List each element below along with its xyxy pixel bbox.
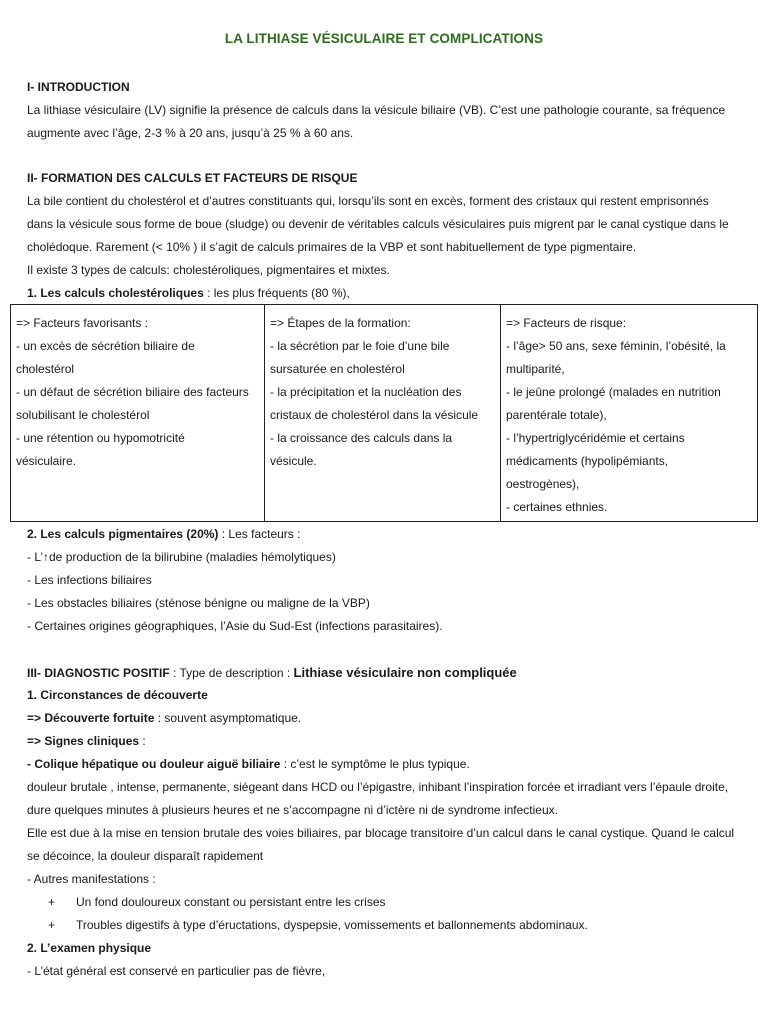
list-item-text: Un fond douloureux constant ou persistant entre les crises bbox=[76, 895, 386, 909]
cell-line: - un excès de sécrétion biliaire de bbox=[16, 339, 195, 353]
cell-line: vésicule. bbox=[270, 454, 317, 468]
document-title: LA LITHIASE VÉSICULAIRE ET COMPLICATIONS bbox=[224, 31, 544, 46]
cell-line: - l’hypertriglycéridémie et certains bbox=[506, 431, 685, 445]
diagnostic-heading bbox=[27, 661, 744, 684]
cholesterol-desc: : les plus fréquents (80 %), bbox=[203, 286, 350, 300]
autres-manifestations: - Autres manifestations : bbox=[27, 872, 156, 886]
fortuite-line bbox=[27, 707, 744, 730]
list-item-text: Troubles digestifs à type d’éructations, dyspepsie, vomissements et ballonnements abdominaux. bbox=[76, 918, 588, 932]
signes-desc: : bbox=[139, 734, 146, 748]
pigmentaires-desc: : Les facteurs : bbox=[218, 527, 301, 541]
list-item: - Certaines origines géographiques, l’Asie du Sud-Est (infections parasitaires). bbox=[27, 619, 443, 633]
arrow-marker: => bbox=[27, 711, 45, 725]
cell-line: => Étapes de la formation: bbox=[270, 316, 411, 330]
formation-line: dans la vésicule sous forme de boue (sludge) ou devenir de véritables calculs vésiculaires puis migrent par le canal cystique dans le bbox=[27, 217, 729, 231]
cell-line: - certaines ethnies. bbox=[506, 500, 608, 514]
diagnostic-type-label: : Type de description : bbox=[169, 666, 294, 680]
intro-heading: I- INTRODUCTION bbox=[27, 80, 130, 94]
intro-line: La lithiase vésiculaire (LV) signifie la présence de calculs dans la vésicule biliaire (VB). C’est une pathologie courante, sa fréquence bbox=[27, 103, 726, 117]
cholesterol-factors-table bbox=[10, 304, 758, 522]
douleur-line: Elle est due à la mise en tension brutale des voies biliaires, par blocage transitoire d’un calcul dans le canal cystique. Quand le calcul bbox=[27, 826, 735, 840]
pigmentaires-title: 2. Les calculs pigmentaires (20%) bbox=[27, 527, 219, 541]
douleur-line: se décoince, la douleur disparaît rapidement bbox=[27, 849, 264, 863]
cell-line: solubilisant le cholestérol bbox=[16, 408, 150, 422]
examen-subheading: 2. L’examen physique bbox=[27, 941, 152, 955]
cell-line: - la croissance des calculs dans la bbox=[270, 431, 453, 445]
examen-line: - L’état général est conservé en particulier pas de fièvre, bbox=[27, 964, 326, 978]
list-item: - Les obstacles biliaires (sténose bénigne ou maligne de la VBP) bbox=[27, 596, 370, 610]
diagnostic-title: III- DIAGNOSTIC POSITIF bbox=[27, 666, 170, 680]
circonstances-subheading: 1. Circonstances de découverte bbox=[27, 688, 208, 702]
intro-line: augmente avec l’âge, 2-3 % à 20 ans, jusqu’à 25 % à 60 ans. bbox=[27, 126, 354, 140]
cell-line: multiparité, bbox=[506, 362, 565, 376]
cell-line: - une rétention ou hypomotricité bbox=[16, 431, 185, 445]
cell-line: vésiculaire. bbox=[16, 454, 77, 468]
cell-line: oestrogènes), bbox=[506, 477, 580, 491]
list-item bbox=[48, 891, 744, 914]
cholesterol-title: 1. Les calculs cholestéroliques bbox=[27, 286, 204, 300]
plus-bullet: + bbox=[48, 895, 56, 909]
cell-line: - un défaut de sécrétion biliaire des facteurs bbox=[16, 385, 249, 399]
signes-label: Signes cliniques bbox=[44, 734, 140, 748]
diagnostic-type: Lithiase vésiculaire non compliquée bbox=[293, 665, 517, 680]
fortuite-desc: : souvent asymptomatique. bbox=[154, 711, 302, 725]
etapes-cell bbox=[265, 305, 501, 522]
cell-line: - la sécrétion par le foie d’une bile bbox=[270, 339, 450, 353]
cell-line: médicaments (hypolipémiants, bbox=[506, 454, 669, 468]
pigmentaires-subheading bbox=[27, 523, 744, 546]
formation-line: La bile contient du cholestérol et d’autres constituants qui, lorsqu’ils sont en excès, forment des cristaux qui restent emprisonnés bbox=[27, 194, 709, 208]
favorisants-cell bbox=[11, 305, 265, 522]
plus-bullet: + bbox=[48, 918, 56, 932]
cell-line: sursaturée en cholestérol bbox=[270, 362, 405, 376]
colique-label: Colique hépatique ou douleur aiguë biliaire bbox=[34, 757, 281, 771]
list-item bbox=[48, 914, 744, 937]
douleur-line: douleur brutale , intense, permanente, siégeant dans HCD ou l’épigastre, inhibant l’inspiration forcée et irradiant vers l’épaule droite, bbox=[27, 780, 729, 794]
table-row bbox=[11, 305, 758, 522]
cell-line: - le jeûne prolongé (malades en nutrition bbox=[506, 385, 721, 399]
cell-line: - la précipitation et la nucléation des bbox=[270, 385, 462, 399]
formation-heading: II- FORMATION DES CALCULS ET FACTEURS DE RISQUE bbox=[27, 171, 358, 185]
cell-line: cristaux de cholestérol dans la vésicule bbox=[270, 408, 479, 422]
cell-line: parentérale totale), bbox=[506, 408, 607, 422]
colique-line bbox=[27, 753, 744, 776]
douleur-line: dure quelques minutes à plusieurs heures et ne s’accompagne ni d’ictère ni de syndrome infectieux. bbox=[27, 803, 558, 817]
signes-line bbox=[27, 730, 744, 753]
formation-line: Il existe 3 types de calculs: cholestéroliques, pigmentaires et mixtes. bbox=[27, 263, 390, 277]
arrow-marker: => bbox=[27, 734, 45, 748]
list-item: - Les infections biliaires bbox=[27, 573, 152, 587]
dash-marker: - bbox=[27, 757, 35, 771]
cell-line: cholestérol bbox=[16, 362, 75, 376]
cell-line: - l’âge> 50 ans, sexe féminin, l’obésité, la bbox=[506, 339, 726, 353]
cell-line: => Facteurs favorisants : bbox=[16, 316, 149, 330]
list-item: - L’↑de production de la bilirubine (maladies hémolytiques) bbox=[27, 550, 336, 564]
colique-desc: : c’est le symptôme le plus typique. bbox=[280, 757, 470, 771]
formation-line: cholédoque. Rarement (< 10% ) il s’agit de calculs primaires de la VBP et sont habituellement de type pigmentaire. bbox=[27, 240, 637, 254]
risque-cell bbox=[501, 305, 758, 522]
fortuite-label: Découverte fortuite bbox=[44, 711, 155, 725]
cholesterol-subheading bbox=[27, 282, 744, 305]
cell-line: => Facteurs de risque: bbox=[506, 316, 627, 330]
